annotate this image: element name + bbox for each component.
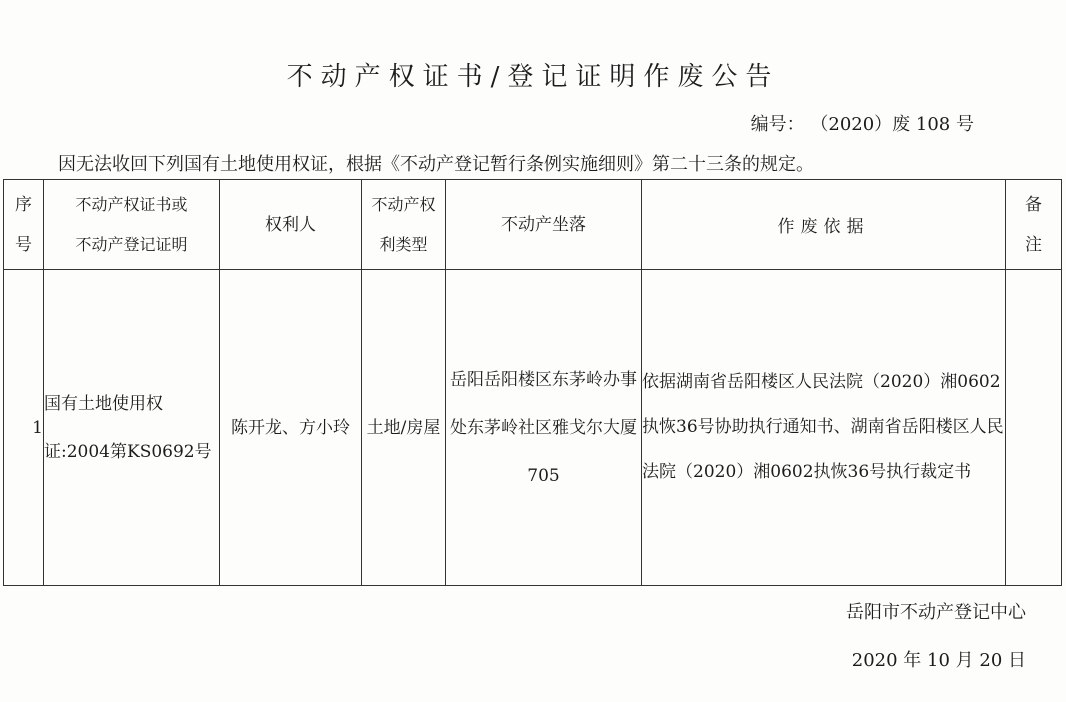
row-location: 岳阳岳阳楼区东茅岭办事处东茅岭社区雅戈尔大厦705 bbox=[446, 270, 642, 586]
header-location: 不动产坐落 bbox=[446, 180, 642, 270]
row-right-type: 土地/房屋 bbox=[362, 270, 446, 586]
header-certificate: 不动产权证书或 不动产登记证明 bbox=[44, 180, 220, 270]
header-basis: 作废依据 bbox=[642, 180, 1006, 270]
row-seq: 1 bbox=[4, 270, 44, 586]
issue-date: 2020 年 10 月 20 日 bbox=[851, 650, 1026, 671]
header-holder: 权利人 bbox=[220, 180, 362, 270]
row-basis: 依据湖南省岳阳楼区人民法院（2020）湘0602执恢36号协助执行通知书、湖南省岳阳楼区人民法院（2020）湘0602执恢36号执行裁定书 bbox=[642, 270, 1006, 586]
row-holder: 陈开龙、方小玲 bbox=[220, 270, 362, 586]
row-remark bbox=[1006, 270, 1062, 586]
table-header-row bbox=[4, 180, 1062, 270]
document-title: 不动产权证书/登记证明作废公告 bbox=[286, 62, 780, 92]
header-right-type: 不动产权 利类型 bbox=[362, 180, 446, 270]
row-certificate: 国有土地使用权证:2004第KS0692号 bbox=[44, 270, 220, 586]
header-seq: 序 号 bbox=[4, 180, 44, 270]
table-row bbox=[4, 270, 1062, 586]
header-remark: 备 注 bbox=[1006, 180, 1062, 270]
issuing-organization: 岳阳市不动产登记中心 bbox=[846, 602, 1026, 623]
cancellation-table bbox=[3, 179, 1062, 586]
document-number: 编号： （2020）废 108 号 bbox=[750, 114, 974, 135]
intro-text: 因无法收回下列国有土地使用权证，根据《不动产登记暂行条例实施细则》第二十三条的规定。 bbox=[58, 154, 814, 175]
